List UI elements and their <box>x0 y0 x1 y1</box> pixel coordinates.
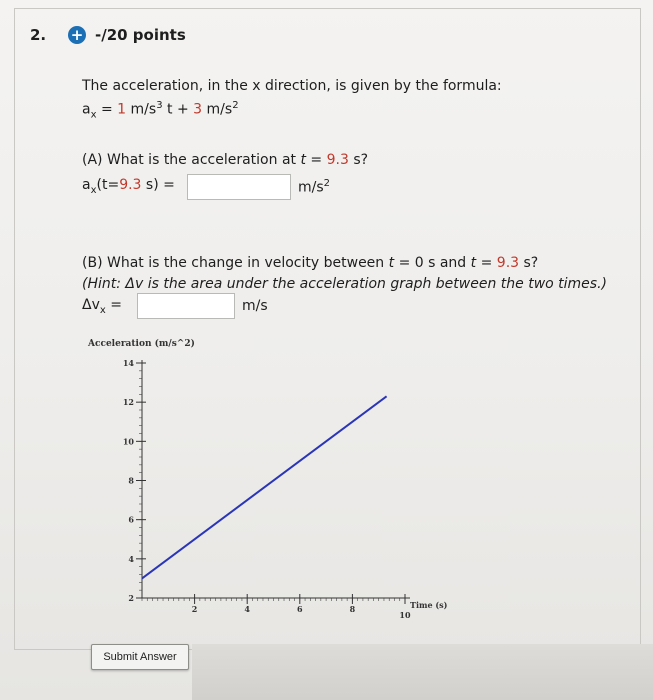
part-a-unit: $m/s^2$ <box>298 178 331 196</box>
y-axis-label: Acceleration (m/s^2) <box>88 339 195 349</box>
y-tick-label: 6 <box>128 514 134 525</box>
y-tick-label: 10 <box>122 436 134 447</box>
part-a-answer-label: $a_x(t=9.3$ s) = <box>82 177 175 196</box>
part-b-question: (B) What is the change in velocity between t = 0 s and t = 9.3 s? <box>82 255 539 271</box>
question-number: 2. <box>30 26 47 44</box>
part-b-unit: m/s <box>242 298 268 314</box>
x-tick-label: 4 <box>244 604 250 614</box>
x-tick-label: 2 <box>191 604 198 614</box>
part-b-hint: (Hint: Δv is the area under the acceleration graph between the two times.) <box>82 276 607 292</box>
y-tick-label: 2 <box>128 593 134 603</box>
y-tick-label: 12 <box>122 397 134 408</box>
y-tick-label: 4 <box>128 553 134 564</box>
x-axis-label: Time (s) <box>410 600 448 610</box>
y-tick-label: 8 <box>128 475 134 486</box>
acceleration-line <box>142 396 387 578</box>
intro-text: The acceleration, in the x direction, is given by the formula: <box>82 78 502 94</box>
part-a-answer-input[interactable] <box>187 174 291 200</box>
x-tick-label: 8 <box>349 604 356 614</box>
points-label: -/20 points <box>95 26 186 44</box>
shadow-area <box>192 644 653 700</box>
acceleration-formula: $a_x = 1$ $m/s^3$ t + 3 $m/s^2$ <box>82 100 239 121</box>
y-tick-label: 14 <box>122 358 134 368</box>
part-b-answer-label: $\Delta v_x$ = <box>82 297 122 316</box>
submit-answer-button[interactable]: Submit Answer <box>91 644 189 670</box>
part-a-question: (A) What is the acceleration at t = 9.3 s? <box>82 152 369 168</box>
x-tick-label: 10 <box>399 610 411 620</box>
acceleration-graph <box>80 330 460 635</box>
part-b-answer-input[interactable] <box>137 293 235 319</box>
plus-circle-icon[interactable]: + <box>68 26 86 44</box>
x-tick-label: 6 <box>297 604 303 614</box>
